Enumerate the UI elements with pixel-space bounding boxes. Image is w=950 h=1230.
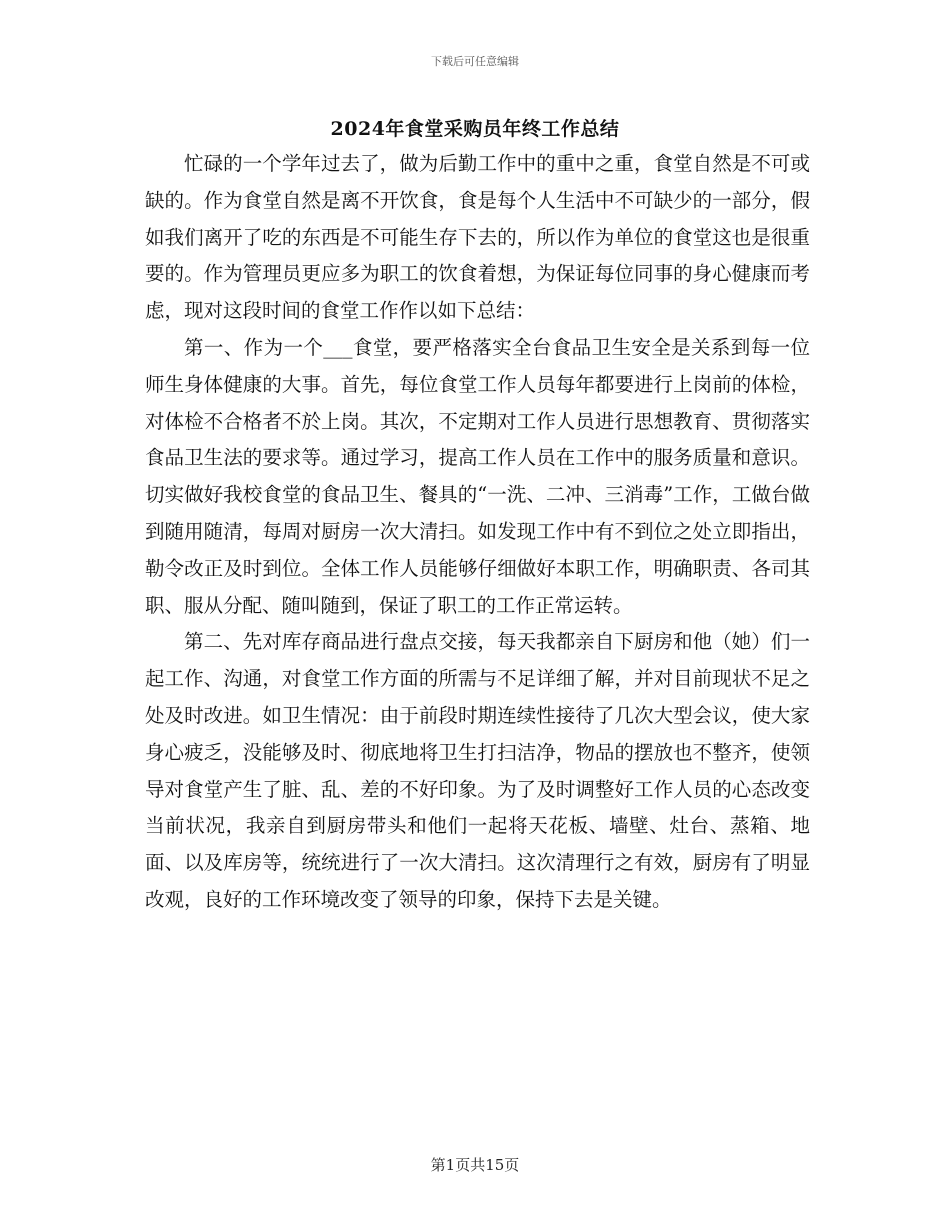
paragraph-first: 第一、作为一个___食堂，要严格落实全台食品卫生安全是关系到每一位师生身体健康的大事。首先，每位食堂工作人员每年都要进行上岗前的体检，对体检不合格者不於上岗。其次，不定期对工作人员进行思想教育、贯彻落实食品卫生法的要求等。通过学习，提高工作人员在工作中的服务质量和意识。切实做好我校食堂的食品卫生、餐具的“一洗、二冲、三消毒”工作，工做台做到随用随清，每周对厨房一次大清扫。如发现工作中有不到位之处立即指出，勒令改正及时到位。全体工作人员能够仔细做好本职工作，明确职责、各司其职、服从分配、随叫随到，保证了职工的工作正常运转。 [145, 335, 810, 617]
document-title: 2024年食堂采购员年终工作总结 [330, 118, 620, 140]
paragraph-intro: 忙碌的一个学年过去了，做为后勤工作中的重中之重，食堂自然是不可或缺的。作为食堂自然是离不开饮食，食是每个人生活中不可缺少的一部分，假如我们离开了吃的东西是不可能生存下去的，所以作为单位的食堂这也是很重要的。作为管理员更应多为职工的饮食着想，为保证每位同事的身心健康而考虑，现对这段时间的食堂工作作以如下总结： [145, 152, 810, 323]
paragraph-second: 第二、先对库存商品进行盘点交接，每天我都亲自下厨房和他（她）们一起工作、沟通，对食堂工作方面的所需与不足详细了解，并对目前现状不足之处及时改进。如卫生情况：由于前段时期连续性接待了几次大型会议，使大家身心疲乏，没能够及时、彻底地将卫生打扫洁净，物品的摆放也不整齐，使领导对食堂产生了脏、乱、差的不好印象。为了及时调整好工作人员的心态改变当前状况，我亲自到厨房带头和他们一起将天花板、墙壁、灶台、蒸箱、地面、以及库房等，统统进行了一次大清扫。这次清理行之有效，厨房有了明显改观，良好的工作环境改变了领导的印象，保持下去是关键。 [145, 630, 810, 911]
document-body [145, 146, 810, 919]
header-note: 下载后可任意编辑 [431, 55, 519, 68]
page-number: 第1页共15页 [430, 1156, 520, 1174]
